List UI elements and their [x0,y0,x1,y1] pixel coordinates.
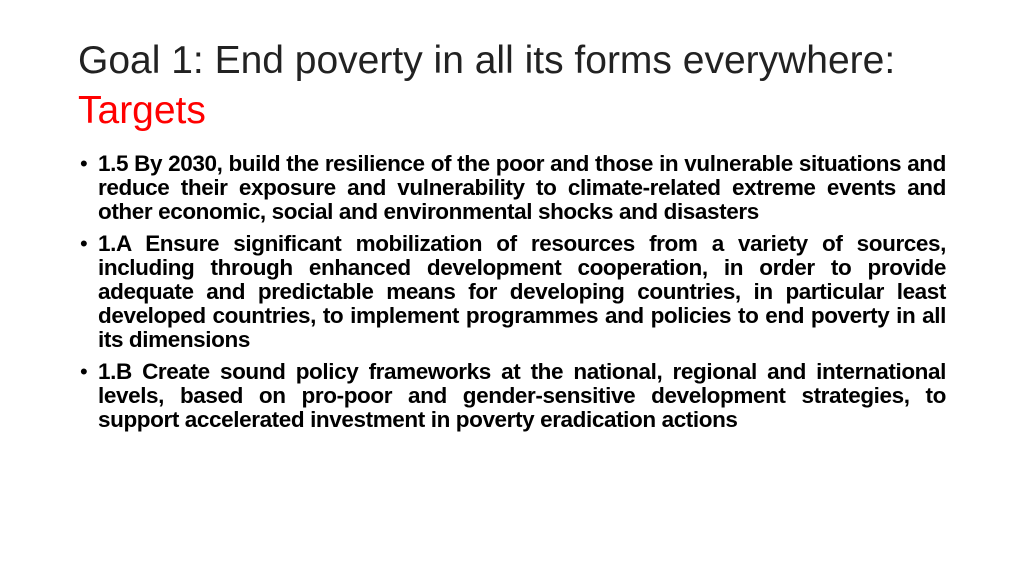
slide-title-main: Goal 1: End poverty in all its forms everywhere: [78,39,896,82]
target-text: 1.B Create sound policy frameworks at the national, regional and international levels, based on pro-poor and gender-sensitive development strategies, to support accelerated investment in poverty eradication actions [98,359,946,432]
slide-title [78,36,958,136]
target-list [78,152,946,440]
target-item-1-a [78,232,946,352]
bullet-icon: • [80,359,88,384]
bullet-icon: • [80,151,88,176]
target-text: 1.5 By 2030, build the resilience of the poor and those in vulnerable situations and reduce their exposure and vulnerability to climate-related extreme events and other economic, social and environmental shocks and disasters [98,151,946,224]
target-text: 1.A Ensure significant mobilization of resources from a variety of sources, including through enhanced development cooperation, in order to provide adequate and predictable means for developing countries, in particular least developed countries, to implement programmes and policies to end poverty in all its dimensions [98,231,946,352]
target-item-1-5 [78,152,946,224]
slide-title-accent: Targets [78,89,206,132]
bullet-icon: • [80,231,88,256]
target-item-1-b [78,360,946,432]
